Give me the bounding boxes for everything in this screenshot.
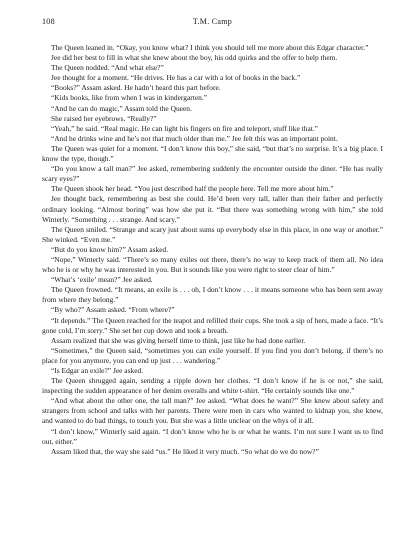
running-head: T.M. Camp: [192, 17, 233, 26]
paragraph: She raised her eyebrows. “Really?”: [51, 113, 157, 123]
paragraph: “Kids books, like from when I was in kindergarten.”: [51, 93, 208, 103]
paragraph: “And he drinks wine and he’s not that much older than me.” Jee felt this was an important point.: [51, 133, 338, 143]
paragraph: “Books?” Assam asked. He hadn’t heard this part before.: [51, 83, 221, 93]
paragraph: The Queen frowned. “It means, an exile is . . . oh, I don’t know . . . it means someone who has been sent away from where they belong.”: [42, 285, 383, 305]
paragraph: Jee did her best to fill in what she knew about the boy, his odd quirks and the offer to help them.: [51, 53, 338, 63]
paragraph: The Queen leaned in. “Okay, you know what? I think you should tell me more about this Edgar character.”: [51, 43, 369, 52]
paragraph: Jee thought back, remembering as best she could. He’d been very tall, taller than their father and perfectly ordinary looking. “Almost boring” was how she put it. “But there was something wrong with him,” she told Winterly. “Something . . . strange. And scary.”: [42, 194, 383, 224]
paragraph: “And what about the other one, the tall man?” Jee asked. “What does he want?” She knew about safety and strangers from school and talks with her parents. There were men in cars who wanted to kidnap you, she knew, and wanted to do bad things, to touch you. But she was a little unclear on the whys of it all.: [42, 396, 383, 426]
paragraph: “And he can do magic,” Assam told the Queen.: [51, 103, 192, 113]
paragraph: Assam realized that she was giving herself time to think, just like he had done earlier.: [51, 335, 306, 345]
paragraph: The Queen nodded. “And what else?”: [51, 63, 164, 73]
paragraph: The Queen shrugged again, sending a ripple down her clothes. “I don’t know if he is or not,” she said, inspecting the sudden appearance of her denim overalls and white t-shirt. “He certainly sounds like one.”: [42, 376, 383, 396]
paragraph: “Do you know a tall man?” Jee asked, remembering suddenly the encounter outside the diner. “He has really scary eyes?”: [42, 164, 383, 184]
paragraph: “Yeah,” he said. “Real magic. He can light his fingers on fire and teleport, stuff like that.”: [51, 123, 318, 133]
paragraph: The Queen smiled. “Strange and scary just about sums up everybody else in this place, in one way or another.” She winked. “Even me.”: [42, 224, 383, 244]
paragraph: “Is Edgar an exile?” Jee asked.: [51, 366, 144, 375]
paragraph: “By who?” Assam asked. “From where?”: [51, 305, 175, 315]
paragraph: “Nope,” Winterly said. “There’s so many exiles out there, there’s no way to keep track of them all. No idea who he is or why he was interested in you. But it sounds like you were right to steer clear of him.”: [42, 254, 383, 275]
paragraph: “What’s ‘exile’ mean?” Jee asked.: [51, 275, 153, 285]
body-text: [42, 43, 383, 457]
paragraph: Jee thought for a moment. “He drives. He has a car with a lot of books in the back.”: [51, 73, 301, 83]
paragraph: “It depends.” The Queen reached for the teapot and refilled their cups. She took a sip of hers, made a face. “It’s gone cold, I’m sorry.” She set her cup down and took a breath.: [42, 315, 383, 335]
page-number: 108: [42, 17, 55, 26]
paragraph: Assam liked that, the way she said “us.” He liked it very much. “So what do we do now?”: [51, 446, 319, 456]
page-header: [42, 17, 383, 31]
paragraph: The Queen shook her head. “You just described half the people here. Tell me more about him.”: [51, 184, 334, 194]
paragraph: “I don’t know,” Winterly said again. “I don’t know who he is or what he wants. I’m not sure I want us to find out, either.”: [42, 426, 383, 446]
paragraph: “Sometimes,” the Queen said, “sometimes you can exile yourself. If you find you don’t belong, if there’s no place for you anymore, you can end up just . . . wandering.”: [42, 345, 383, 365]
paragraph: “But do you know him?” Assam asked.: [51, 244, 169, 254]
paragraph: The Queen was quiet for a moment. “I don’t know this boy,” she said, “but that’s no surprise. It’s a big place. I know the type, though.”: [42, 143, 383, 164]
